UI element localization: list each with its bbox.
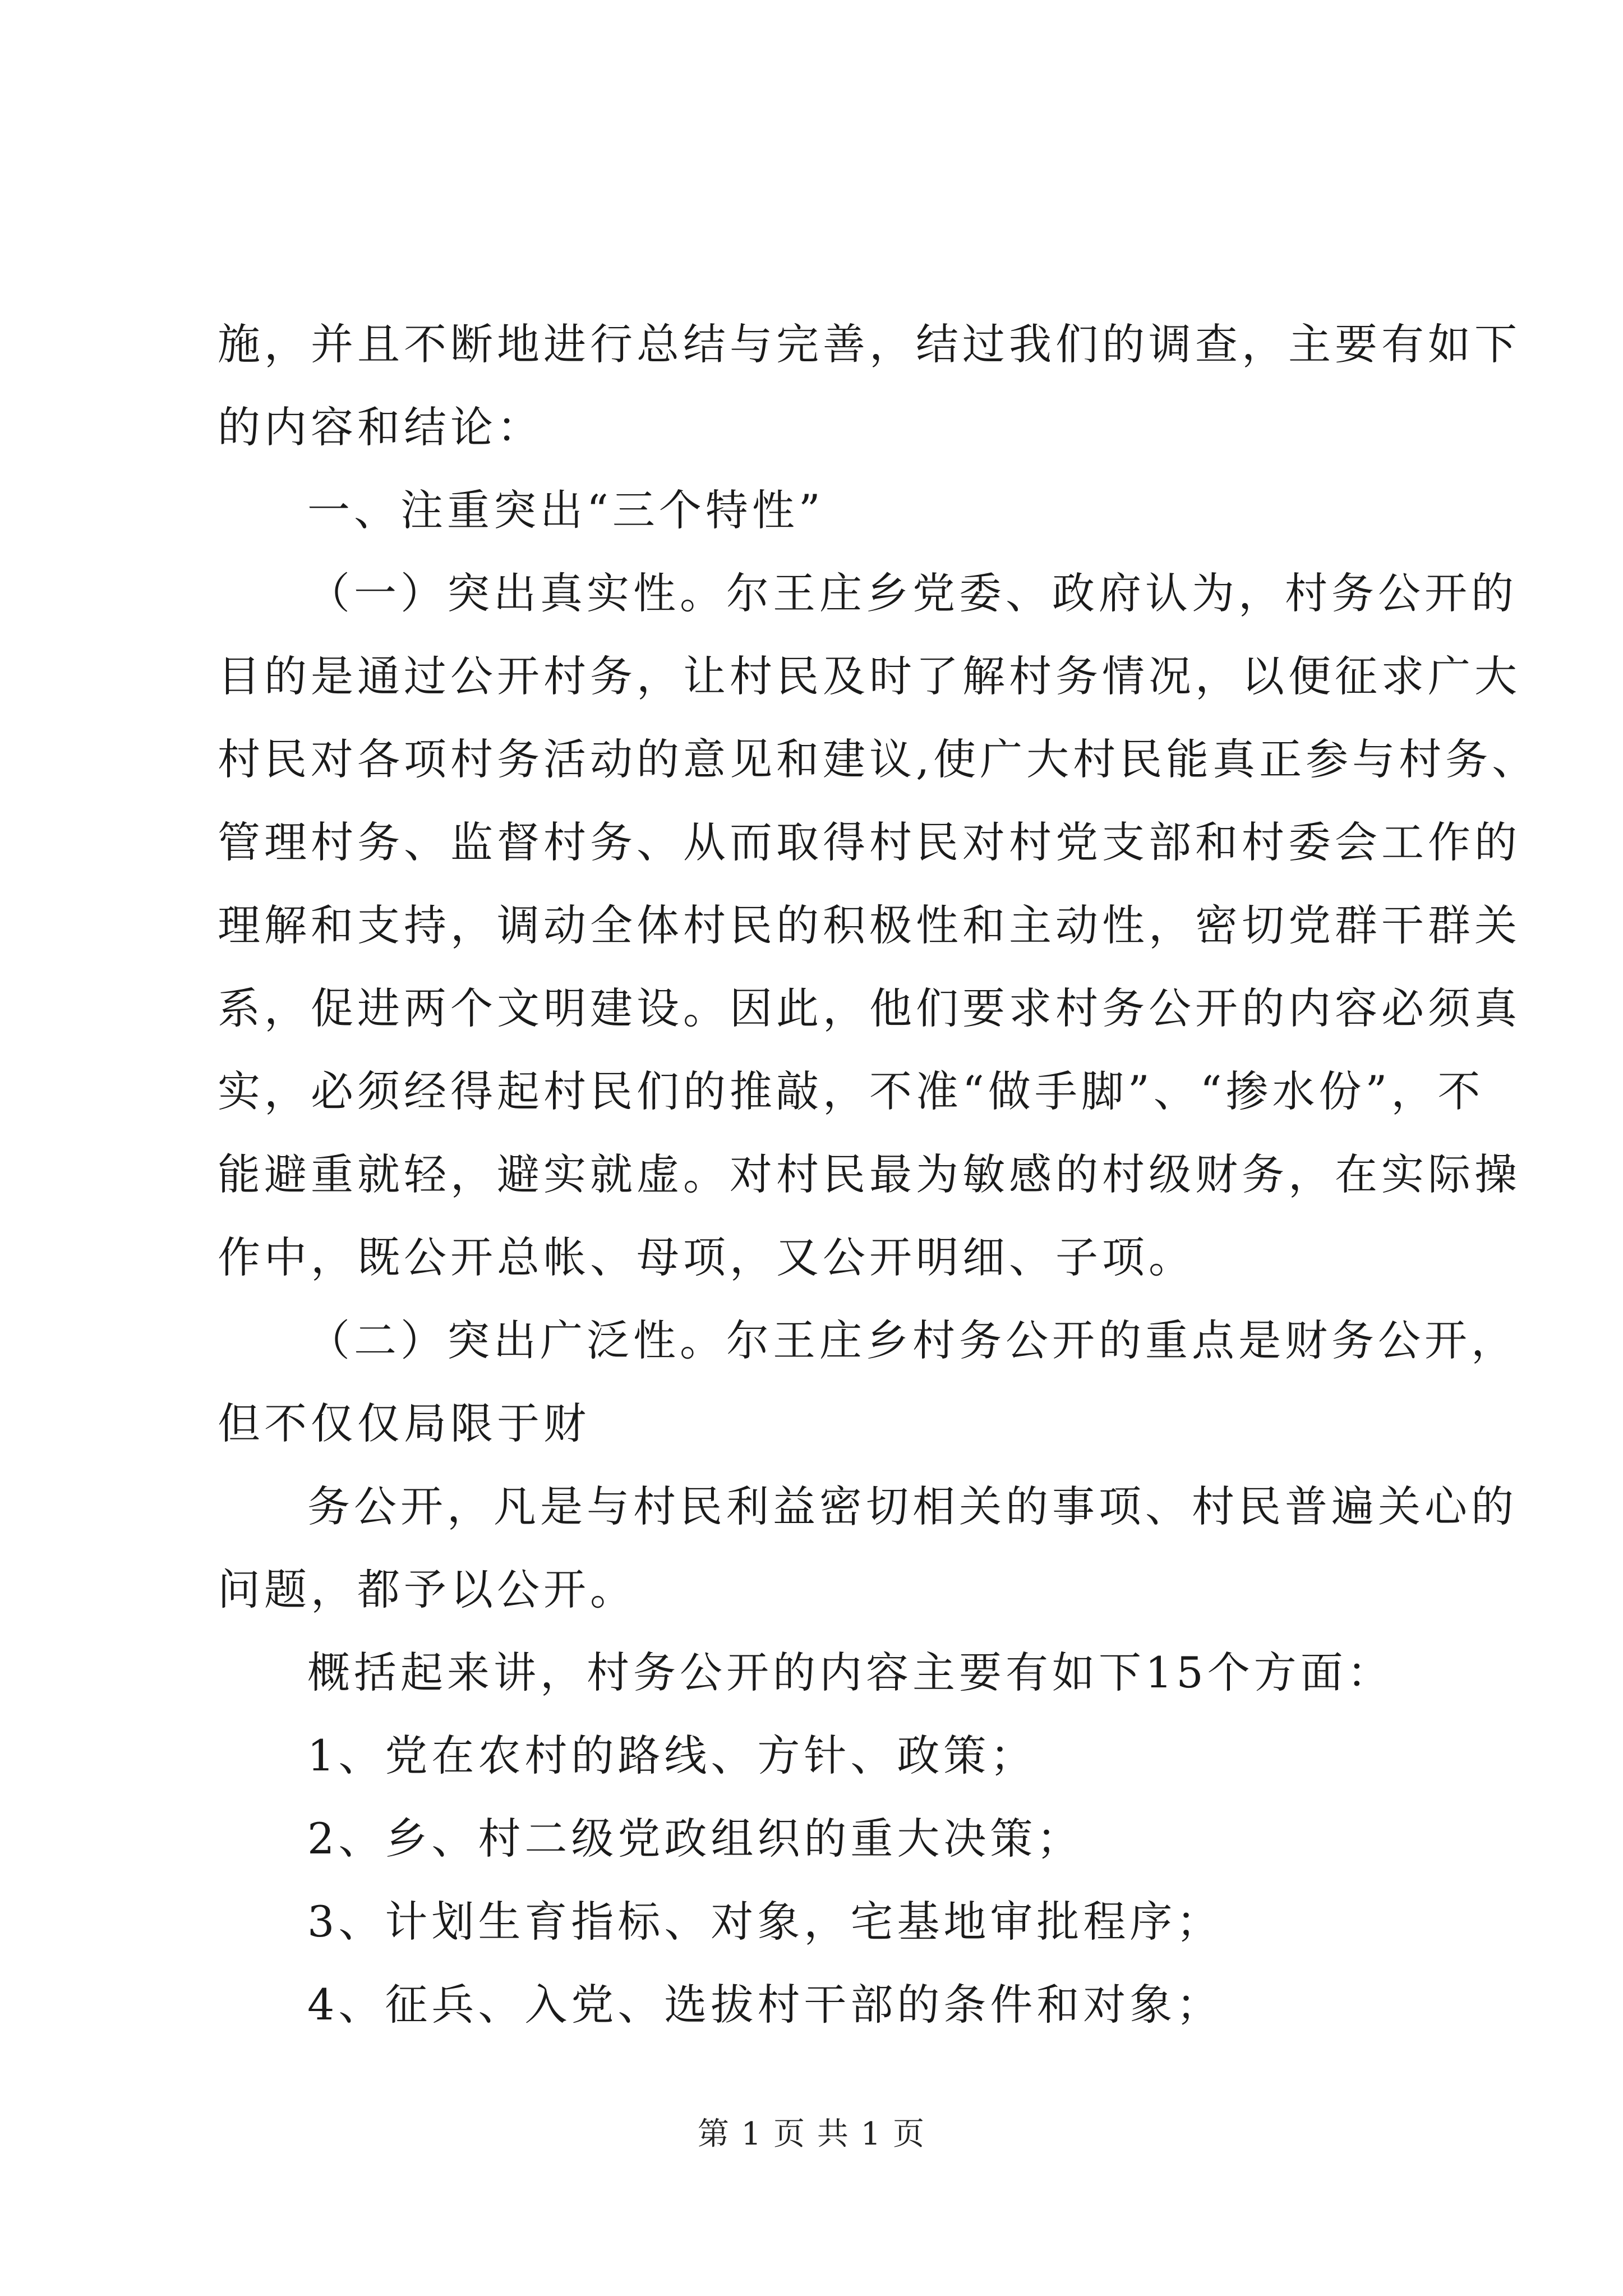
paragraph-line: 实，必须经得起村民们的推敲，不准“做手脚”、“掺水份”，不 xyxy=(218,1066,1484,1116)
list-item: 1、党在农村的路线、方针、政策； xyxy=(307,1731,1037,1780)
list-item: 2、乡、村二级党政组织的重大决策； xyxy=(307,1814,1083,1864)
list-item: 3、计划生育指标、对象，宅基地审批程序； xyxy=(307,1897,1223,1947)
page-number-footer: 第 1 页 共 1 页 xyxy=(697,2116,926,2152)
paragraph-line: 系，促进两个文明建设。因此，他们要求村务公开的内容必须真 xyxy=(218,983,1521,1033)
paragraph-line: 的内容和结论： xyxy=(218,402,543,452)
paragraph-line: 问题，都予以公开。 xyxy=(218,1565,637,1614)
paragraph-line: （二）突出广泛性。尔王庄乡村务公开的重点是财务公开， xyxy=(307,1315,1518,1365)
paragraph-line: 目的是通过公开村务，让村民及时了解村务情况，以便征求广大 xyxy=(218,651,1521,701)
paragraph-line: 能避重就轻，避实就虚。对村民最为敏感的村级财务，在实际操 xyxy=(218,1149,1521,1199)
paragraph-line: 理解和支持，调动全体村民的积极性和主动性，密切党群干群关 xyxy=(218,900,1521,950)
paragraph-line: 施，并且不断地进行总结与完善，结过我们的调查，主要有如下 xyxy=(218,319,1521,369)
paragraph-line: 管理村务、监督村务、从而取得村民对村党支部和村委会工作的 xyxy=(218,817,1521,867)
paragraph-line: 务公开，凡是与村民利益密切相关的事项、村民普遍关心的 xyxy=(307,1481,1518,1531)
paragraph-line: 作中，既公开总帐、母项，又公开明细、子项。 xyxy=(218,1232,1195,1282)
list-item: 4、征兵、入党、选拔村干部的条件和对象； xyxy=(307,1980,1223,2030)
paragraph-line: 村民对各项村务活动的意见和建议,使广大村民能真正参与村务、 xyxy=(218,734,1539,784)
paragraph-line: 概括起来讲，村务公开的内容主要有如下15个方面： xyxy=(307,1648,1394,1697)
section-heading: 一、注重突出“三个特性” xyxy=(307,485,824,535)
paragraph-line: （一）突出真实性。尔王庄乡党委、政府认为，村务公开的 xyxy=(307,568,1518,618)
paragraph-line: 但不仅仅局限于财 xyxy=(218,1398,590,1448)
document-body xyxy=(218,303,1539,2046)
